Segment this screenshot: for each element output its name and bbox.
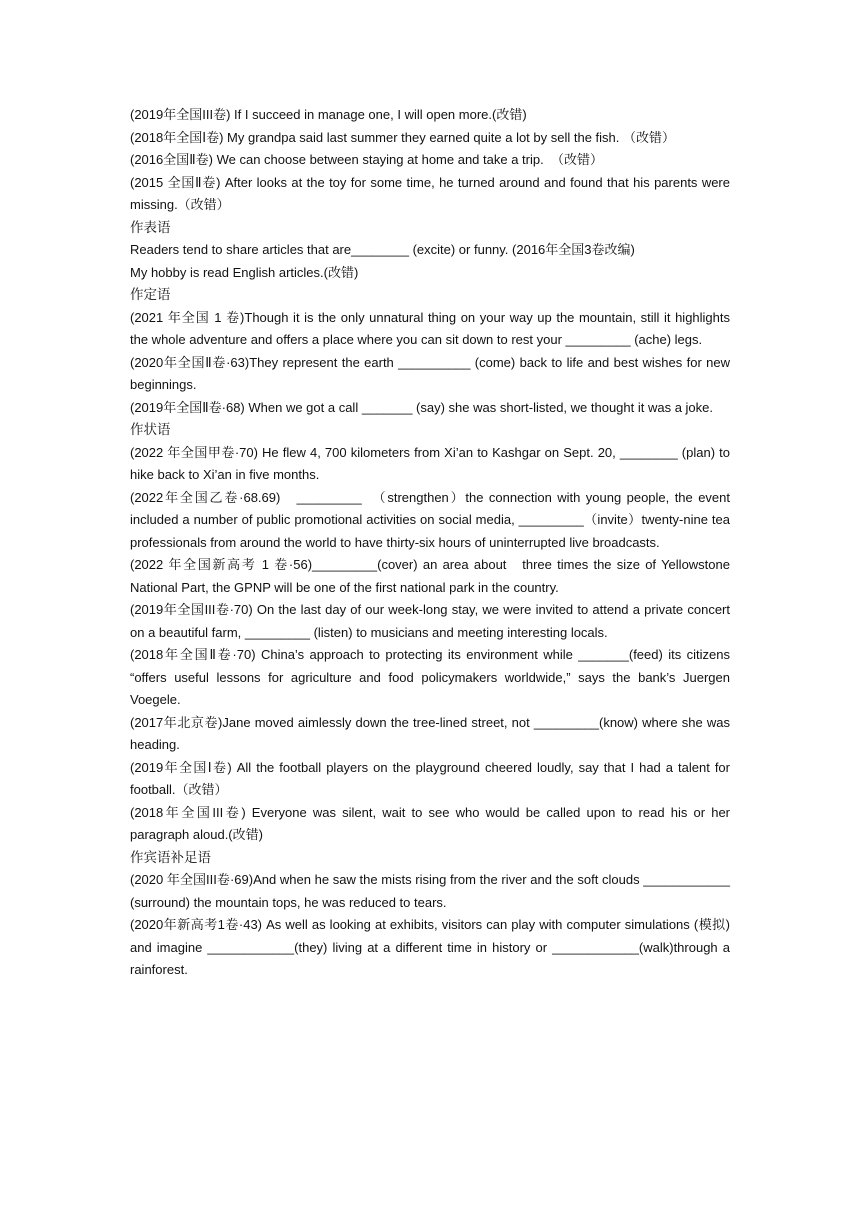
- exercise-item: Readers tend to share articles that are________ (excite) or funny. (2016年全国3卷改编): [130, 242, 635, 257]
- exercise-item: (2018年全国III卷) Everyone was silent, wait to see who would be called upon to read his or her paragraph aloud.(改错): [130, 804, 734, 842]
- exercise-item: (2019年全国III卷·70) On the last day of our week-long stay, we were invited to attend a private concert on a beautiful farm, _________ (listen) to musicians and meeting interesting locals.: [130, 602, 734, 640]
- exercise-item: (2018年全国Ⅰ卷) My grandpa said last summer they earned quite a lot by sell the fish. （改错）: [130, 129, 676, 145]
- exercise-item: (2019年全国Ⅰ卷) All the football players on the playground cheered loudly, say that I had a talent for football.（改错）: [130, 759, 734, 797]
- exercise-item: (2017年北京卷)Jane moved aimlessly down the tree-lined street, not _________(know) where she was heading.: [130, 714, 734, 752]
- exercise-item: (2015 全国Ⅱ卷) After looks at the toy for some time, he turned around and found that his parents were missing.（改错）: [130, 174, 734, 212]
- exercise-item: (2016全国Ⅱ卷) We can choose between staying at home and take a trip. （改错）: [130, 152, 603, 167]
- exercise-item: (2020 年全国III卷·69)And when he saw the mists rising from the river and the soft clouds ____________ (surround) the mountain tops, he was reduced to tears.: [130, 872, 734, 910]
- section-heading: 作状语: [130, 422, 171, 438]
- section-heading: 作表语: [130, 219, 171, 236]
- document-body: [130, 104, 734, 982]
- section-heading: 作宾语补足语: [130, 849, 211, 866]
- exercise-item: (2020年新高考1卷·43) As well as looking at exhibits, visitors can play with computer simulations (模拟) and imagine ____________(they) living at a different time in history or ____________(walk)through a rainforest.: [130, 917, 734, 977]
- exercise-item: (2018年全国Ⅱ卷·70) China’s approach to protecting its environment while _______(feed) its citizens “offers useful lessons for agriculture and food policymakers worldwide,” says the bank’s Juergen Voegele.: [130, 647, 734, 707]
- exercise-item: (2022年全国乙卷·68.69) _________ （strengthen）the connection with young people, the event included a number of public promotional activities on social media, _________（invite）twenty-nine tea professionals from around the world to have thirty-six hours of uninterrupted live broadcasts.: [130, 489, 734, 550]
- exercise-item: (2021 年全国 1 卷)Though it is the only unnatural thing on your way up the mountain, still it highlights the whole adventure and offers a place where you can sit down to rest your _________ (ache) legs.: [130, 309, 734, 347]
- exercise-item: (2022 年全国新高考 1 卷·56)_________(cover) an area about three times the size of Yellowstone National Part, the GPNP will be one of the first national park in the country.: [130, 557, 734, 595]
- exercise-item: (2019年全国III卷) If I succeed in manage one, I will open more.(改错): [130, 107, 527, 122]
- section-heading: 作定语: [130, 287, 171, 303]
- exercise-item: (2019年全国Ⅱ卷·68) When we got a call _______ (say) she was short-listed, we thought it was a joke.: [130, 399, 714, 415]
- exercise-item: My hobby is read English articles.(改错): [130, 264, 359, 280]
- exercise-item: (2022 年全国甲卷·70) He flew 4, 700 kilometers from Xi’an to Kashgar on Sept. 20, ________ (plan) to hike back to Xi’an in five months.: [130, 444, 734, 482]
- exercise-item: (2020年全国Ⅱ卷·63)They represent the earth __________ (come) back to life and best wishes for new beginnings.: [130, 354, 734, 392]
